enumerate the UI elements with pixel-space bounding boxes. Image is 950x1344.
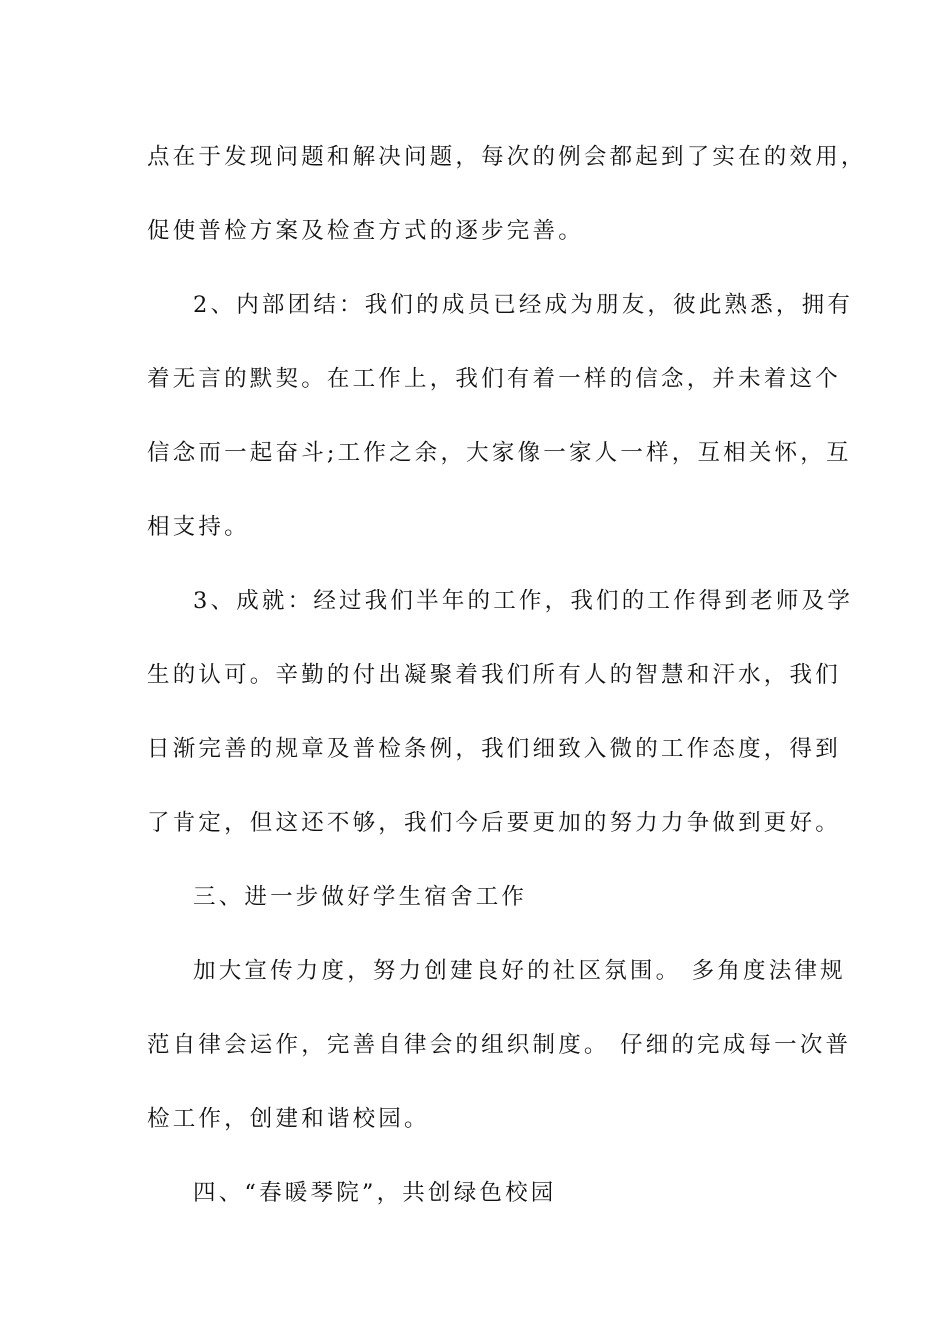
text-line-12: 加大宣传力度，努力创建良好的社区氛围。 多角度法律规	[193, 958, 846, 984]
text-line-14: 检工作，创建和谐校园。	[147, 1106, 430, 1132]
section-heading-4: 四、“春暖琴院”，共创绿色校园	[193, 1180, 557, 1206]
section-heading-3: 三、进一步做好学生宿舍工作	[193, 884, 528, 910]
text-line-4: 着无言的默契。在工作上，我们有着一样的信念，并未着这个	[147, 366, 841, 392]
text-line-7: 3、成就：经过我们半年的工作，我们的工作得到老师及学	[193, 588, 854, 614]
text-line-10: 了肯定，但这还不够，我们今后要更加的努力力争做到更好。	[147, 810, 841, 836]
text-line-3: 2、内部团结：我们的成员已经成为朋友，彼此熟悉，拥有	[193, 292, 854, 318]
text-line-6: 相支持。	[147, 514, 250, 540]
text-line-2: 促使普检方案及检查方式的逐步完善。	[147, 218, 584, 244]
text-line-1: 点在于发现问题和解决问题，每次的例会都起到了实在的效用，	[147, 144, 867, 170]
text-line-9: 日渐完善的规章及普检条例，我们细致入微的工作态度，得到	[147, 736, 841, 762]
text-line-8: 生的认可。辛勤的付出凝聚着我们所有人的智慧和汗水，我们	[147, 662, 841, 688]
text-line-13: 范自律会运作，完善自律会的组织制度。 仔细的完成每一次普	[147, 1032, 852, 1058]
text-line-5: 信念而一起奋斗;工作之余，大家像一家人一样，互相关怀，互	[147, 440, 852, 466]
